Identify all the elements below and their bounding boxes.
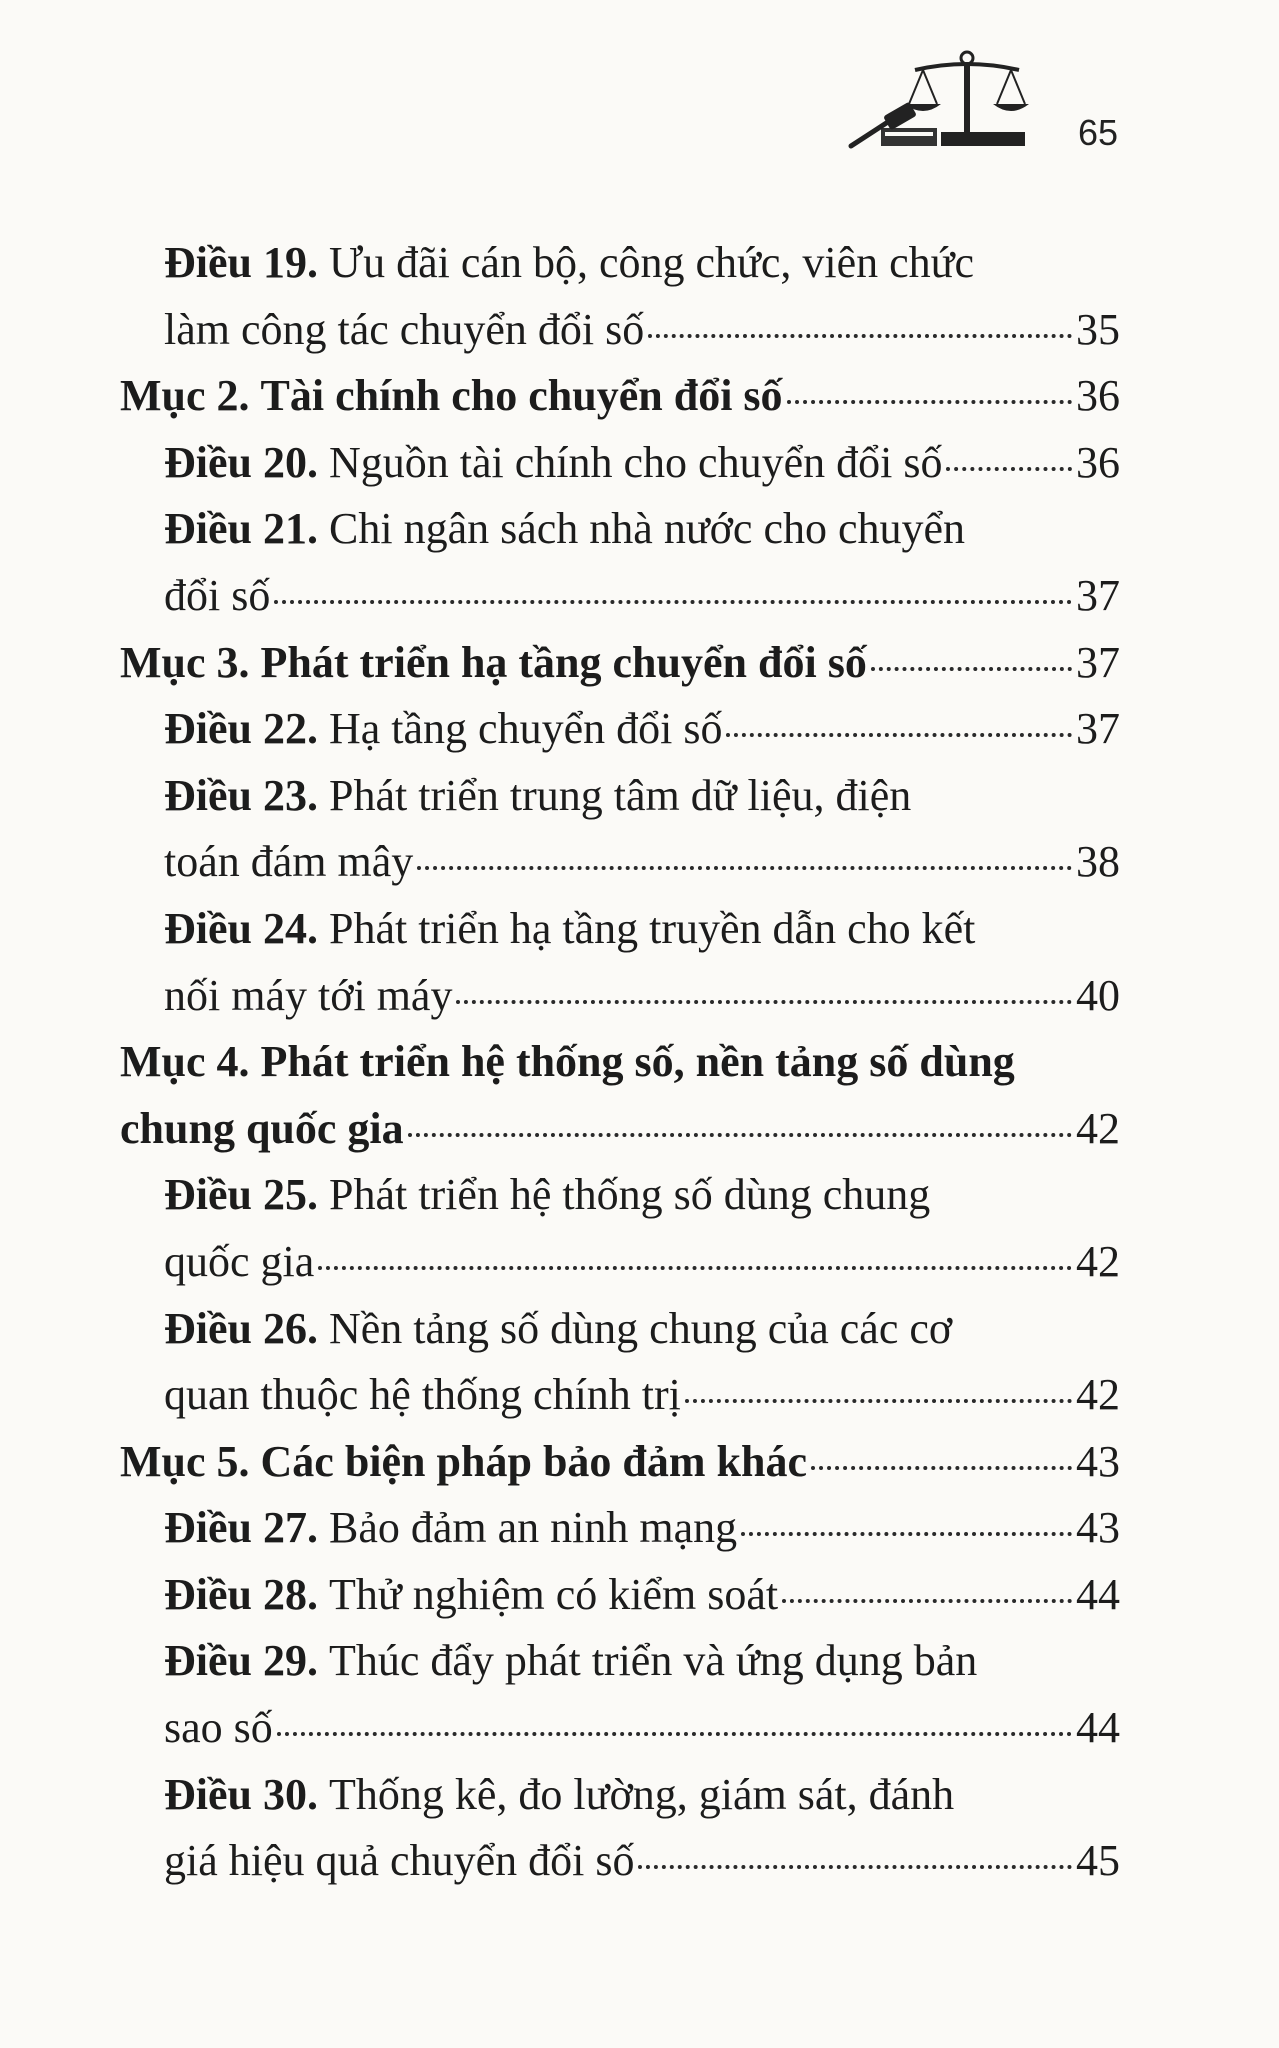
dot-leader — [456, 1000, 1072, 1004]
toc-entry-line — [120, 1429, 1120, 1496]
toc-entry-title-continued: quan thuộc hệ thống chính trị — [164, 1370, 681, 1420]
toc-entry-title-continued: quốc gia — [164, 1236, 315, 1286]
toc-entry-label: Điều 21. — [164, 504, 318, 554]
toc-page-number: 36 — [1076, 437, 1120, 487]
dot-leader — [417, 866, 1072, 870]
toc-page-number: 42 — [1076, 1103, 1120, 1153]
toc-entry-label: Điều 25. — [164, 1170, 318, 1220]
scales-and-gavel-icon — [845, 48, 1035, 158]
toc-page-number: 40 — [1076, 970, 1120, 1020]
toc-entry-line — [164, 1362, 1120, 1429]
toc-entry-title-continued: làm công tác chuyển đổi số — [164, 304, 645, 354]
toc-entry — [120, 896, 1120, 1029]
toc-entry-title: Phát triển hệ thống số dùng chung — [318, 1170, 931, 1220]
toc-entry-label: Điều 20. — [164, 437, 318, 487]
toc-entry-title-continued: sao số — [164, 1703, 273, 1753]
dot-leader — [787, 400, 1072, 404]
toc-page-number: 37 — [1076, 637, 1120, 687]
dot-leader — [871, 667, 1072, 671]
toc-entry-title: Thống kê, đo lường, giám sát, đánh — [318, 1769, 955, 1819]
toc-entry — [120, 363, 1120, 430]
toc-entry-label: Điều 27. — [164, 1503, 318, 1553]
toc-entry-title-continued: giá hiệu quả chuyển đổi số — [164, 1836, 635, 1886]
toc-entry-label: Mục 3. — [120, 637, 250, 687]
toc-entry-label: Điều 24. — [164, 903, 318, 953]
toc-entry-line — [164, 829, 1120, 896]
toc-entry-label: Điều 28. — [164, 1569, 318, 1619]
dot-leader — [277, 1732, 1072, 1736]
toc-entry-title: Chi ngân sách nhà nước cho chuyển — [318, 504, 966, 554]
dot-leader — [741, 1532, 1072, 1536]
toc-entry — [120, 1429, 1120, 1496]
toc-entry-title: Ưu đãi cán bộ, công chức, viên chức — [318, 238, 975, 287]
toc-entry-line — [164, 1562, 1120, 1629]
toc-entry-title: Thử nghiệm có kiểm soát — [318, 1569, 779, 1619]
toc-entry-line — [164, 230, 1120, 297]
toc-entry-title-continued: toán đám mây — [164, 837, 414, 887]
toc-entry-label: Điều 29. — [164, 1636, 318, 1686]
page-number: 65 — [1078, 112, 1119, 153]
toc-entry-label: Điều 26. — [164, 1303, 318, 1353]
toc-entry-title: Phát triển trung tâm dữ liệu, điện — [318, 770, 912, 820]
toc-entry-label: Mục 4. — [120, 1037, 250, 1087]
dot-leader — [638, 1865, 1072, 1869]
toc-entry-title: Phát triển hệ thống số, nền tảng số dùng — [249, 1037, 1015, 1087]
toc-entry-line — [164, 1162, 1120, 1229]
toc-entry-line — [120, 1096, 1120, 1163]
toc-entry-title: Nguồn tài chính cho chuyển đổi số — [318, 437, 943, 487]
toc-entry-line — [164, 1762, 1120, 1829]
toc-entry-label: Điều 22. — [164, 704, 318, 754]
toc-entry — [120, 496, 1120, 629]
toc-page-number: 37 — [1076, 570, 1120, 620]
toc-entry-title: Phát triển hạ tầng truyền dẫn cho kết — [318, 903, 976, 953]
toc-entry — [120, 1762, 1120, 1895]
toc-entry — [120, 1162, 1120, 1295]
toc-entry-label: Điều 23. — [164, 770, 318, 820]
toc-page-number: 35 — [1076, 304, 1120, 354]
toc-entry-line — [120, 1029, 1120, 1096]
toc-entry-line — [164, 1495, 1120, 1562]
toc-entry-label: Điều 19. — [164, 238, 318, 287]
toc-entry — [120, 1029, 1120, 1162]
toc-entry-line — [164, 1828, 1120, 1895]
toc-page-number: 43 — [1076, 1436, 1120, 1486]
toc-entry-title: Các biện pháp bảo đảm khác — [249, 1436, 808, 1486]
toc-page-number: 42 — [1076, 1370, 1120, 1420]
toc-entry-line — [164, 430, 1120, 497]
dot-leader — [318, 1266, 1072, 1270]
toc-entry-label: Mục 5. — [120, 1436, 250, 1486]
toc-entry-line — [164, 297, 1120, 364]
dot-leader — [946, 467, 1072, 471]
toc-page-number: 44 — [1076, 1703, 1120, 1753]
toc-entry-title: Hạ tầng chuyển đổi số — [318, 704, 723, 754]
toc-page-number: 37 — [1076, 704, 1120, 754]
dot-leader — [685, 1399, 1072, 1403]
toc-entry-line — [120, 630, 1120, 697]
dot-leader — [274, 600, 1072, 604]
toc-entry-title: Bảo đảm an ninh mạng — [318, 1503, 738, 1553]
toc-entry-line — [164, 963, 1120, 1030]
toc-page-number: 43 — [1076, 1503, 1120, 1553]
toc-page-number: 36 — [1076, 371, 1120, 421]
toc-entry — [120, 1495, 1120, 1562]
toc-entry — [120, 630, 1120, 697]
toc-entry-line — [164, 1296, 1120, 1363]
toc-entry-line — [164, 696, 1120, 763]
toc-entry — [120, 1562, 1120, 1629]
toc-entry — [120, 696, 1120, 763]
toc-entry-line — [164, 563, 1120, 630]
toc-entry — [120, 1296, 1120, 1429]
toc-entry-title: Tài chính cho chuyển đổi số — [249, 371, 783, 421]
toc-entry — [120, 230, 1120, 363]
toc-entry-title: Phát triển hạ tầng chuyển đổi số — [249, 637, 867, 687]
table-of-contents — [120, 230, 1120, 1895]
toc-entry-label: Điều 30. — [164, 1769, 318, 1819]
dot-leader — [811, 1466, 1072, 1470]
toc-entry-line — [120, 363, 1120, 430]
toc-entry — [120, 1628, 1120, 1761]
toc-entry-title-continued: đổi số — [164, 570, 271, 620]
toc-page-number: 38 — [1076, 837, 1120, 887]
dot-leader — [648, 334, 1072, 338]
toc-entry-line — [164, 1628, 1120, 1695]
toc-entry-title-continued: chung quốc gia — [120, 1103, 404, 1153]
dot-leader — [782, 1599, 1072, 1603]
toc-entry-line — [164, 1695, 1120, 1762]
toc-entry-title: Thúc đẩy phát triển và ứng dụng bản — [318, 1636, 978, 1686]
toc-entry — [120, 430, 1120, 497]
toc-entry-line — [164, 496, 1120, 563]
toc-entry-title-continued: nối máy tới máy — [164, 970, 453, 1020]
toc-entry — [120, 763, 1120, 896]
toc-page-number: 45 — [1076, 1836, 1120, 1886]
toc-entry-line — [164, 763, 1120, 830]
dot-leader — [408, 1133, 1072, 1137]
toc-entry-label: Mục 2. — [120, 371, 250, 421]
toc-entry-line — [164, 1229, 1120, 1296]
dot-leader — [726, 733, 1072, 737]
toc-page-number: 44 — [1076, 1569, 1120, 1619]
toc-entry-line — [164, 896, 1120, 963]
toc-entry-title: Nền tảng số dùng chung của các cơ — [318, 1303, 953, 1353]
toc-page-number: 42 — [1076, 1236, 1120, 1286]
